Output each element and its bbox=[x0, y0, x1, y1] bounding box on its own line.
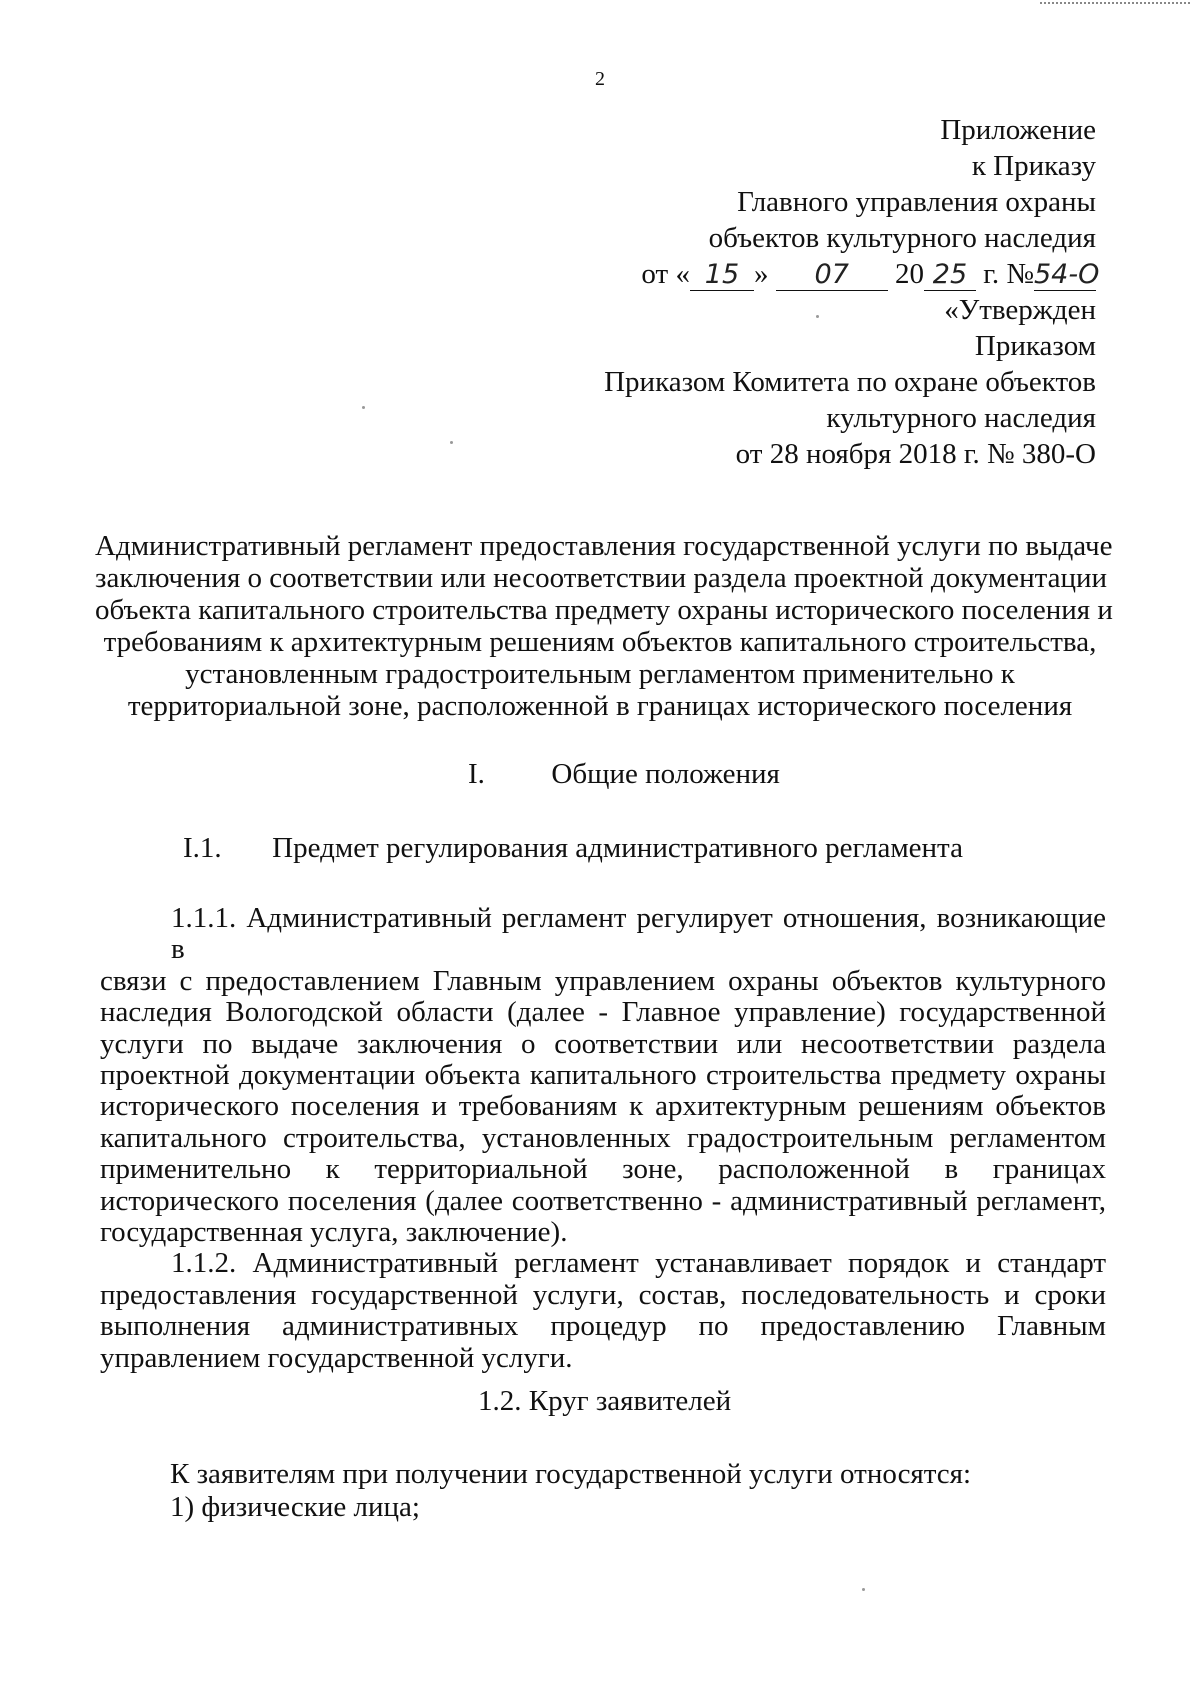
title-line: территориальной зоне, расположенной в границах исторического поселения bbox=[127, 690, 1073, 722]
subsection-number: I.1. bbox=[183, 832, 222, 864]
appendix-line-1: Приложение bbox=[940, 114, 1096, 146]
document-title bbox=[95, 530, 1113, 722]
paragraph-line: исторического поселения (далее соответственно - административный регламент, bbox=[100, 1184, 1106, 1217]
approved-line-3: Приказом Комитета по охране объектов bbox=[604, 366, 1096, 398]
title-line: установленным градостроительным регламентом применительно к bbox=[185, 658, 1015, 690]
title-line: требованиям к архитектурным решениям объектов капитального строительства, bbox=[103, 626, 1097, 658]
subsection-heading-1-1 bbox=[183, 832, 963, 864]
handwritten-number: 54-О bbox=[1034, 259, 1100, 290]
scan-edge-mark bbox=[1040, 2, 1190, 7]
appendix-line-3: Главного управления охраны bbox=[737, 186, 1096, 218]
appendix-block bbox=[476, 112, 1100, 472]
scan-speck bbox=[450, 441, 453, 444]
scan-speck bbox=[816, 315, 819, 318]
paragraph-line: наследия Вологодской области (далее - Главное управление) государственной bbox=[100, 996, 1106, 1029]
applicants-intro: К заявителям при получении государственной услуги относятся: bbox=[170, 1458, 972, 1490]
page-number: 2 bbox=[595, 68, 605, 90]
approved-line-2: Приказом bbox=[974, 330, 1096, 362]
subsection-heading-1-2: 1.2. Круг заявителей bbox=[478, 1385, 732, 1417]
date-prefix: от « bbox=[641, 258, 690, 290]
handwritten-month: 07 bbox=[776, 260, 888, 291]
paragraph-line: капитального строительства, установленных градостроительным регламентом bbox=[100, 1121, 1106, 1154]
paragraph-line: связи с предоставлением Главным управлением охраны объектов культурного bbox=[100, 964, 1106, 997]
year-prefix: 20 bbox=[894, 258, 924, 290]
paragraph-line: управлением государственной услуги. bbox=[100, 1341, 573, 1374]
appendix-date-line bbox=[476, 256, 1100, 292]
paragraph-line: выполнения административных процедур по предоставлению Главным bbox=[100, 1310, 1106, 1343]
scan-speck bbox=[862, 1588, 865, 1591]
appendix-line-2: к Приказу bbox=[971, 150, 1096, 182]
date-mid: » bbox=[753, 258, 769, 290]
applicants-item-1: 1) физические лица; bbox=[170, 1491, 420, 1523]
handwritten-day: 15 bbox=[690, 260, 754, 291]
paragraph-1-1-1 bbox=[100, 903, 1106, 1374]
section-heading-1 bbox=[468, 758, 780, 790]
paragraph-line: исторического поселения и требованиям к архитектурным решениям объектов bbox=[100, 1090, 1106, 1123]
paragraph-line: проектной документации объекта капитального строительства предмету охраны bbox=[100, 1059, 1106, 1092]
title-line: заключения о соответствии или несоответствии раздела проектной документации bbox=[95, 562, 1108, 594]
paragraph-line: предоставления государственной услуги, состав, последовательность и сроки bbox=[100, 1278, 1106, 1311]
title-line: объекта капитального строительства предмету охраны исторического поселения и bbox=[95, 594, 1113, 626]
paragraph-line: услуги по выдаче заключения о соответствии или несоответствии раздела bbox=[100, 1027, 1106, 1060]
approved-line-1: «Утвержден bbox=[944, 294, 1096, 326]
section-title: Общие положения bbox=[551, 758, 780, 790]
scan-speck bbox=[362, 406, 365, 409]
paragraph-line: применительно к территориальной зоне, расположенной в границах bbox=[100, 1153, 1106, 1186]
section-number: I. bbox=[468, 758, 485, 790]
paragraph-line: 1.1.1. Административный регламент регулирует отношения, возникающие в bbox=[171, 902, 1106, 966]
subsection-title: Предмет регулирования административного регламента bbox=[272, 832, 963, 864]
title-line: Административный регламент предоставления государственной услуги по выдаче bbox=[95, 530, 1113, 562]
number-prefix: г. № bbox=[983, 258, 1034, 290]
appendix-line-4: объектов культурного наследия bbox=[708, 222, 1096, 254]
approved-line-5: от 28 ноября 2018 г. № 380-О bbox=[735, 438, 1096, 470]
paragraph-line: 1.1.2. Административный регламент устанавливает порядок и стандарт bbox=[171, 1247, 1106, 1280]
handwritten-year: 25 bbox=[924, 260, 976, 291]
approved-line-4: культурного наследия bbox=[826, 402, 1096, 434]
paragraph-line: государственная услуга, заключение). bbox=[100, 1216, 568, 1249]
